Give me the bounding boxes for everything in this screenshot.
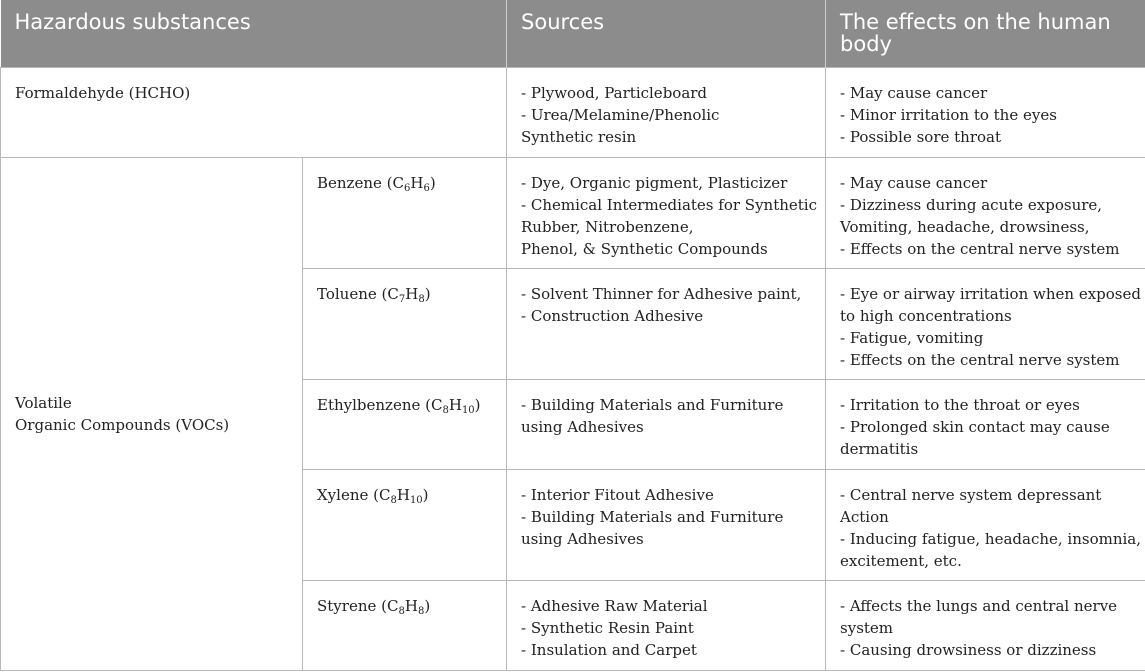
effect-line: - Irritation to the throat or eyes — [840, 396, 1080, 414]
source-line: - Urea/Melamine/Phenolic — [521, 106, 720, 124]
source-line: - Insulation and Carpet — [521, 641, 697, 659]
effects-benzene — [826, 158, 1145, 269]
source-line: - Building Materials and Furniture — [521, 508, 784, 526]
source-line: Synthetic resin — [521, 128, 637, 146]
header-hazardous-substances: Hazardous substances — [1, 0, 507, 68]
source-line: using Adhesives — [521, 418, 644, 436]
effect-line: dermatitis — [840, 440, 919, 458]
table-header-row — [1, 0, 1145, 68]
substance-toluene: Toluene $(C_7H_8)$ — [303, 269, 507, 380]
effect-line: - May cause cancer — [840, 84, 988, 102]
sources-ethylbenzene — [507, 380, 826, 470]
sources-toluene — [507, 269, 826, 380]
effects-ethylbenzene — [826, 380, 1145, 470]
source-line: - Chemical Intermediates for Synthetic — [521, 196, 817, 214]
effect-line: - Possible sore throat — [840, 128, 1002, 146]
sources-styrene — [507, 581, 826, 671]
source-line: - Solvent Thinner for Adhesive paint, — [521, 285, 802, 303]
effect-line: - May cause cancer — [840, 174, 988, 192]
effects-formaldehyde — [826, 68, 1145, 158]
header-effects-line1: The effects on the human — [840, 10, 1111, 34]
effect-line: - Minor irritation to the eyes — [840, 106, 1057, 124]
substance-benzene: Benzene $(C_6H_6)$ — [303, 158, 507, 269]
effect-line: - Eye or airway irritation when exposed — [840, 285, 1141, 303]
effects-styrene — [826, 581, 1145, 671]
substance-formaldehyde: Formaldehyde (HCHO) — [1, 68, 507, 158]
source-line: using Adhesives — [521, 530, 644, 548]
effect-line: - Effects on the central nerve system — [840, 351, 1120, 369]
source-line: Rubber, Nitrobenzene, — [521, 218, 694, 236]
header-effects-line2: body — [840, 32, 892, 56]
sources-benzene — [507, 158, 826, 269]
effect-line: system — [840, 619, 894, 637]
effects-xylene — [826, 470, 1145, 581]
header-sources: Sources — [507, 0, 826, 68]
substance-styrene: Styrene $(C_8H_8)$ — [303, 581, 507, 671]
effect-line: Vomiting, headache, drowsiness, — [840, 218, 1090, 236]
source-line: - Construction Adhesive — [521, 307, 704, 325]
source-line: - Adhesive Raw Material — [521, 597, 708, 615]
vocs-label-line2: Organic Compounds (VOCs) — [15, 416, 230, 434]
substance-xylene: Xylene $(C_8H_{10})$ — [303, 470, 507, 581]
effect-line: - Central nerve system depressant — [840, 486, 1102, 504]
effect-line: - Inducing fatigue, headache, insomnia, — [840, 530, 1142, 548]
table-row — [1, 158, 1145, 269]
header-effects — [826, 0, 1145, 68]
source-line: - Plywood, Particleboard — [521, 84, 708, 102]
source-line: - Building Materials and Furniture — [521, 396, 784, 414]
substance-ethylbenzene: Ethylbenzene $(C_8H_{10})$ — [303, 380, 507, 470]
effects-toluene — [826, 269, 1145, 380]
table-row — [1, 68, 1145, 158]
source-line: - Synthetic Resin Paint — [521, 619, 694, 637]
source-line: - Interior Fitout Adhesive — [521, 486, 714, 504]
effect-line: to high concentrations — [840, 307, 1012, 325]
effect-line: Action — [840, 508, 889, 526]
effect-line: - Prolonged skin contact may cause — [840, 418, 1110, 436]
sources-xylene — [507, 470, 826, 581]
source-line: Phenol, & Synthetic Compounds — [521, 240, 768, 258]
effect-line: - Causing drowsiness or dizziness — [840, 641, 1097, 659]
effect-line: - Dizziness during acute exposure, — [840, 196, 1103, 214]
effect-line: - Affects the lungs and central nerve — [840, 597, 1118, 615]
source-line: - Dye, Organic pigment, Plasticizer — [521, 174, 788, 192]
effect-line: - Fatigue, vomiting — [840, 329, 984, 347]
vocs-label-line1: Volatile — [15, 394, 72, 412]
effect-line: excitement, etc. — [840, 552, 962, 570]
effect-line: - Effects on the central nerve system — [840, 240, 1120, 258]
substance-group-vocs — [1, 158, 303, 671]
sources-formaldehyde — [507, 68, 826, 158]
